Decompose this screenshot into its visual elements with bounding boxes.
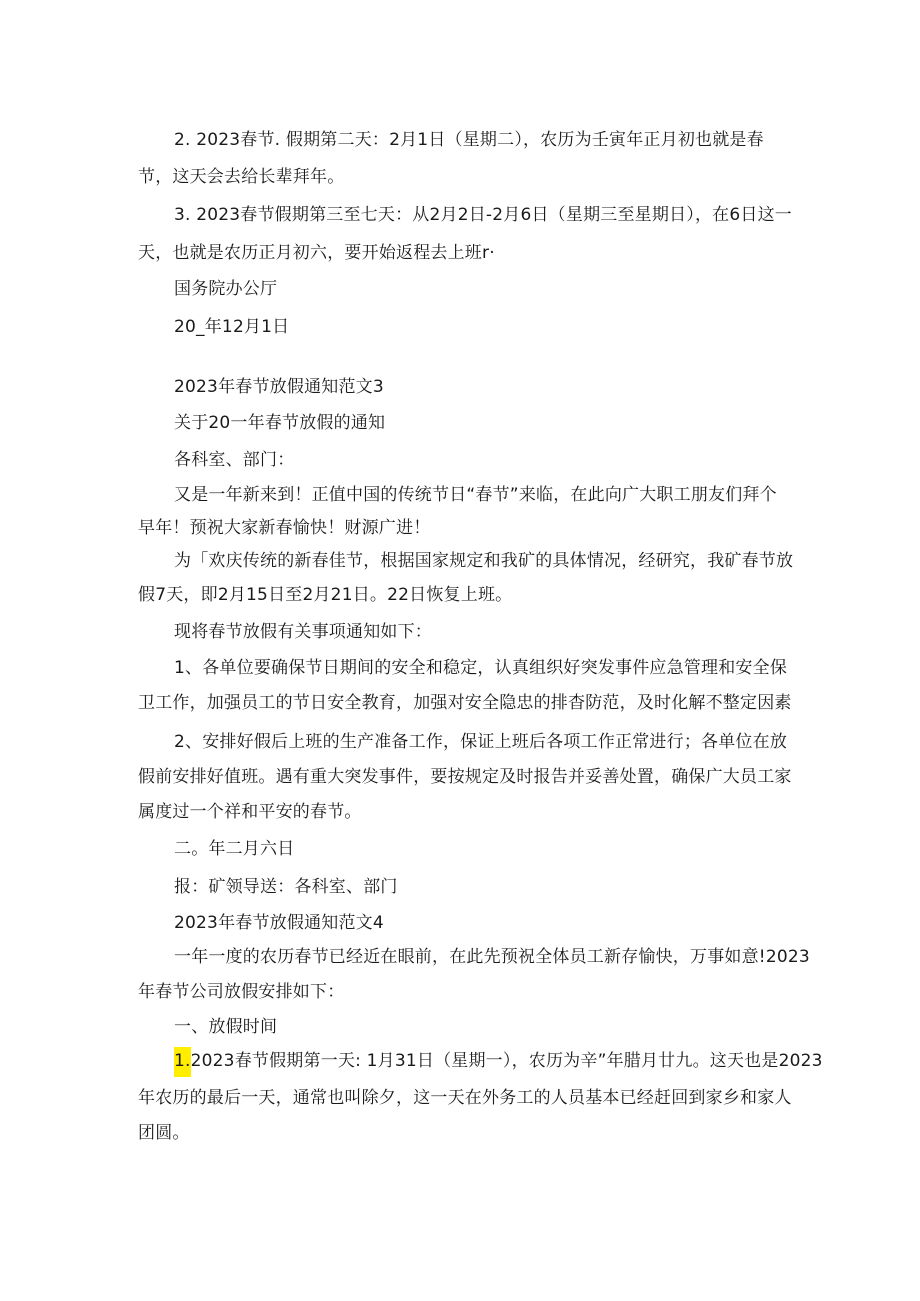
paragraph-line: 为「欢庆传统的新春佳节，根据国家规定和我矿的具体情况，经研究，我矿春节放	[174, 551, 794, 571]
paragraph-line: 团圆。	[138, 1123, 190, 1143]
date-line: 二。年二月六日	[174, 839, 295, 859]
highlighted-number: 1.	[174, 1047, 191, 1077]
paragraph-line: 一年一度的农历春节已经近在眼前，在此先预祝全体员工新存愉快，万事如意!2023	[174, 947, 810, 967]
paragraph-line: 属度过一个祥和平安的春节。	[138, 802, 362, 822]
paragraph-line: 早年！预祝大家新春愉快！财源广进！	[138, 518, 431, 538]
section-title: 2023年春节放假通知范文3	[174, 377, 384, 397]
signature-date: 20_年12月1日	[174, 317, 290, 337]
paragraph-line: 2、安排好假后上班的生产准备工作，保证上班后各项工作正常进行；各单位在放	[174, 732, 788, 752]
paragraph-text: 2023春节假期第一天: 1月31日（星期一），农历为辛”年腊月廿九。这天也是2023	[190, 1051, 823, 1071]
signature-org: 国务院办公厅	[174, 279, 278, 299]
distribution-line: 报：矿领导送：各科室、部门	[174, 877, 398, 897]
paragraph-line: 天，也就是农历正月初六，要开始返程去上班r·	[138, 243, 495, 263]
paragraph-line: 节，这天会去给长辈拜年。	[138, 167, 345, 187]
paragraph-line	[174, 1050, 823, 1072]
subheading: 一、放假时间	[174, 1017, 278, 1037]
paragraph-line: 卫工作，加强员工的节日安全教育，加强对安全隐忠的排杳防范，及时化解不整定因素	[138, 693, 792, 713]
paragraph-line: 年农历的最后一天，通常也叫除夕，这一天在外务工的人员基本已经赶回到家乡和家人	[138, 1088, 792, 1108]
paragraph-line: 现将春节放假有关事项通知如下：	[174, 622, 432, 642]
notice-title: 关于20一年春节放假的通知	[174, 413, 386, 433]
paragraph-line: 假前安排好值班。遇有重大突发事件，要按规定及时报告并妥善处置，确保广大员工家	[138, 767, 792, 787]
paragraph-line: 2. 2023春节. 假期第二天：2月1日（星期二），农历为壬寅年正月初也就是春	[174, 130, 764, 150]
paragraph-line: 3. 2023春节假期第三至七天：从2月2日-2月6日（星期三至星期日），在6日这一	[174, 205, 792, 225]
section-title: 2023年春节放假通知范文4	[174, 913, 384, 933]
paragraph-line: 年春节公司放假安排如下：	[138, 982, 345, 1002]
paragraph-line: 假7天，即2月15日至2月21日。22日恢复上班。	[138, 585, 513, 605]
paragraph-line: 又是一年新来到！正值中国的传统节日“春节”来临，在此向广大职工朋友们拜个	[174, 485, 777, 505]
paragraph-line: 1、各单位要确保节日期间的安全和稳定，认真组织好突发事件应急管理和安全保	[174, 658, 788, 678]
addressee-line: 各科室、部门：	[174, 450, 295, 470]
